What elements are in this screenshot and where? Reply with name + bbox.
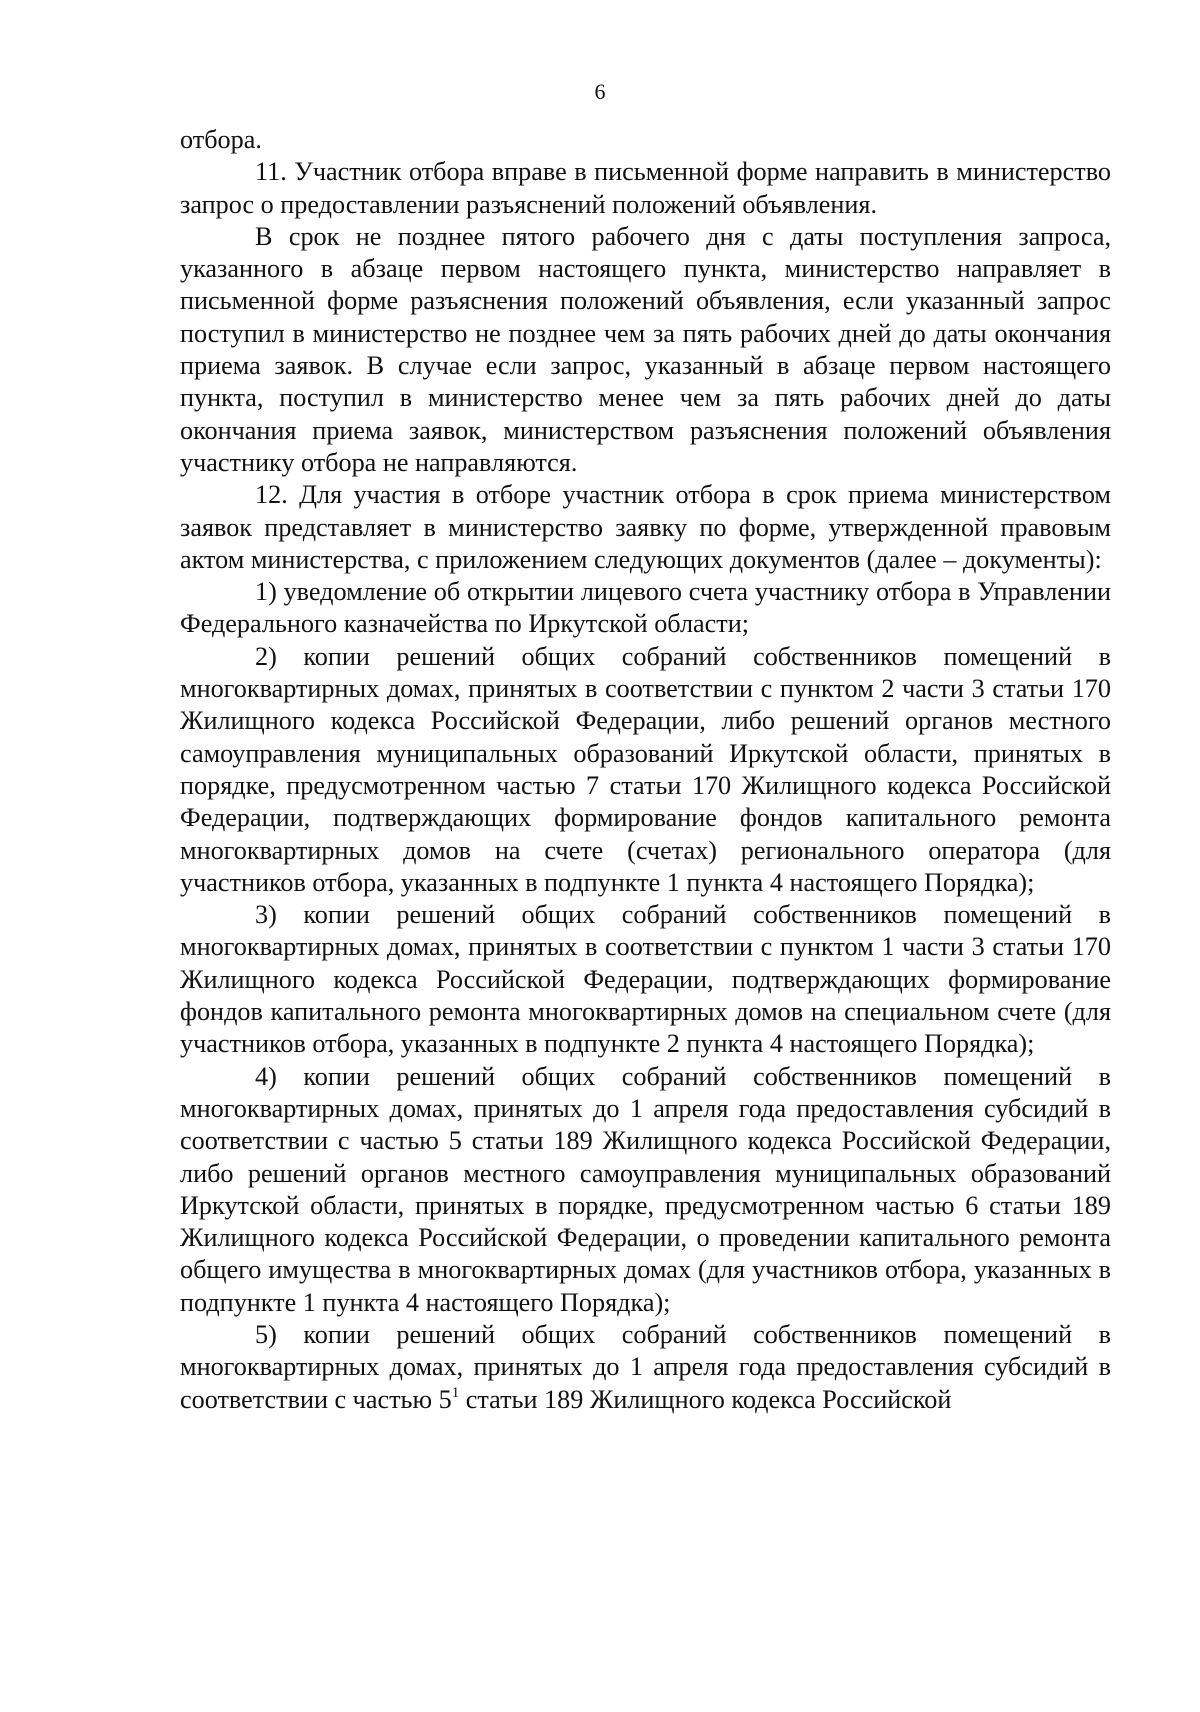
list-item-5-tail: статьи 189 Жилищного кодекса Российской (459, 1384, 952, 1414)
page-number: 6 (594, 79, 606, 104)
paragraph-continuation: отбора. (180, 125, 262, 154)
superscript-index: 1 (451, 1384, 460, 1401)
paragraph-item-11: 11. Участник отбора вправе в письменной форме направить в министерство запрос о предоставлении разъяснений положений объявления. (180, 157, 1111, 219)
list-item-3: 3) копии решений общих собраний собственников помещений в многоквартирных домах, принятых в соответствии с пунктом 1 части 3 статьи 170 Жилищного кодекса Российской Федерации, подтверждающих формирование фондов капитального ремонта многоквартирных домов на специальном счете (для участников отбора, указанных в подпункте 2 пункта 4 настоящего Порядка); (180, 900, 1111, 1059)
list-item-5 (180, 1319, 1111, 1416)
paragraph-item-11-clarification: В срок не позднее пятого рабочего дня с даты поступления запроса, указанного в абзаце первом настоящего пункта, министерство направляет в письменной форме разъяснения положений объявления, если указанный запрос поступил в министерство не позднее чем за пять рабочих дней до даты окончания приема заявок. В случае если запрос, указанный в абзаце первом настоящего пункта, поступил в министерство менее чем за пять рабочих дней до даты окончания приема заявок, министерством разъяснения положений объявления участнику отбора не направляются. (180, 221, 1111, 477)
list-item-4: 4) копии решений общих собраний собственников помещений в многоквартирных домах, принятых до 1 апреля года предоставления субсидий в соответствии с частью 5 статьи 189 Жилищного кодекса Российской Федерации, либо решений органов местного самоуправления муниципальных образований Иркутской области, принятых в порядке, предусмотренном частью 6 статьи 189 Жилищного кодекса Российской Федерации, о проведении капитального ремонта общего имущества в многоквартирных домах (для участников отбора, указанных в подпункте 1 пункта 4 настоящего Порядка); (180, 1061, 1111, 1317)
paragraph-item-12: 12. Для участия в отборе участник отбора в срок приема министерством заявок представляет в министерство заявку по форме, утвержденной правовым актом министерства, с приложением следующих документов (далее – документы): (180, 480, 1111, 574)
list-item-1: 1) уведомление об открытии лицевого счета участнику отбора в Управлении Федерального казначейства по Иркутской области; (180, 577, 1111, 639)
list-item-5-text: 5) копии решений общих собраний собственников помещений в многоквартирных домах, принятых до 1 апреля года предоставления субсидий в соответствии с частью 5 (180, 1319, 1111, 1414)
list-item-2: 2) копии решений общих собраний собственников помещений в многоквартирных домах, принятых в соответствии с пунктом 2 части 3 статьи 170 Жилищного кодекса Российской Федерации, либо решений органов местного самоуправления муниципальных образований Иркутской области, принятых в порядке, предусмотренном частью 7 статьи 170 Жилищного кодекса Российской Федерации, подтверждающих формирование фондов капитального ремонта многоквартирных домов на счете (счетах) регионального оператора (для участников отбора, указанных в подпункте 1 пункта 4 настоящего Порядка); (180, 641, 1111, 897)
document-body (180, 124, 1111, 1416)
